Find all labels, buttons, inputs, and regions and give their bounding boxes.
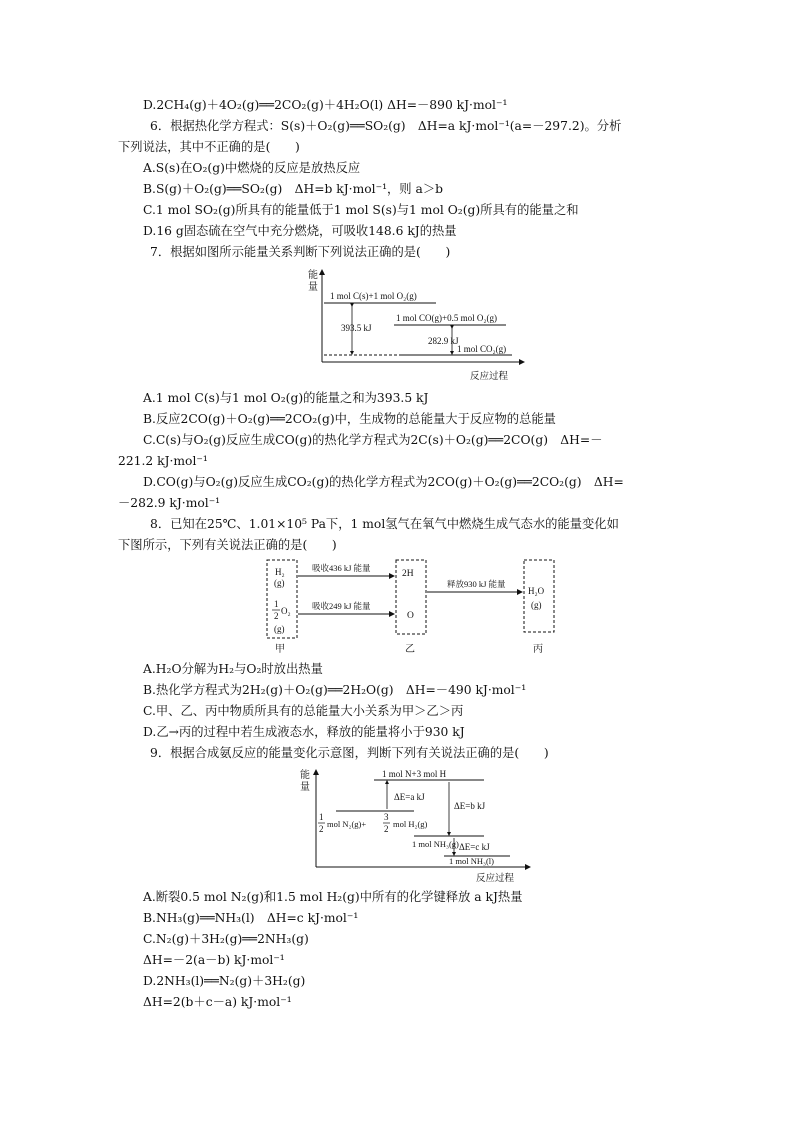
- box-jia-half-num: 1: [274, 599, 279, 609]
- energy-393-label: 393.5 kJ: [341, 323, 372, 333]
- half-num-1: 1: [319, 812, 324, 822]
- box-bing-g: (g): [531, 600, 542, 610]
- arrow-release-930-label: 释放930 kJ 能量: [447, 579, 506, 589]
- level-nh3-gas-label: 1 mol NH₃(g): [412, 839, 459, 849]
- q7-option-b: B.反应2CO(g)＋O₂(g)══2CO₂(g)中，生成物的总能量大于反应物的总能量: [143, 412, 556, 426]
- q8-option-a: A.H₂O分解为H₂与O₂时放出热量: [143, 662, 323, 676]
- q6-option-c: C.1 mol SO₂(g)所具有的能量低于1 mol S(s)与1 mol O₂(g)所具有的能量之和: [143, 203, 579, 217]
- half-den-1: 2: [319, 824, 324, 834]
- q9-option-d-dh: ΔH=2(b＋c－a) kJ·mol⁻¹: [143, 995, 292, 1009]
- box-yi-o: O: [407, 611, 414, 621]
- label-jia: 甲: [275, 644, 285, 655]
- figure-q9-ammonia-energy-diagram: [294, 764, 534, 884]
- y-axis-label-1: 能: [308, 270, 318, 281]
- q9-option-a: A.断裂0.5 mol N₂(g)和1.5 mol H₂(g)中所有的化学键释放 a kJ热量: [143, 890, 523, 904]
- figure-q7-energy-diagram: [300, 262, 530, 384]
- y-axis-label-1: 能: [300, 770, 310, 781]
- left-text-1: mol N₂(g)+: [327, 819, 367, 829]
- q8-option-c: C.甲、乙、丙中物质所具有的总能量大小关系为甲＞乙＞丙: [143, 704, 464, 718]
- q8-stem: 8．已知在25℃、1.01×10⁵ Pa下，1 mol氢气在氧气中燃烧生成气态水的能量变化如: [150, 517, 619, 531]
- q7-option-c-cont: 221.2 kJ·mol⁻¹: [118, 454, 208, 468]
- delta-b-label: ΔE=b kJ: [454, 801, 486, 811]
- q9-stem: 9．根据合成氨反应的能量变化示意图，判断下列有关说法正确的是( ): [150, 746, 549, 760]
- q6-option-b: B.S(g)＋O₂(g)══SO₂(g) ΔH=b kJ·mol⁻¹，则 a＞b: [143, 182, 444, 196]
- box-jia-o2: O₂: [281, 606, 291, 616]
- figure-q8-bond-energy-diagram: [262, 556, 562, 660]
- x-axis-label: 反应过程: [476, 874, 515, 884]
- q9-option-d: D.2NH₃(l)══N₂(g)＋3H₂(g): [143, 974, 306, 988]
- box-jia-g2: (g): [274, 624, 285, 634]
- y-axis-label-2: 量: [308, 282, 318, 293]
- energy-282-label: 282.9 kJ: [428, 336, 459, 346]
- box-yi-2h: 2H: [402, 569, 414, 579]
- level-top-label: 1 mol C(s)+1 mol O₂(g): [330, 291, 417, 301]
- box-jia-g1: (g): [274, 578, 285, 588]
- left-text-2: mol H₂(g): [393, 819, 428, 829]
- x-axis-label: 反应过程: [470, 372, 509, 382]
- q9-option-b: B.NH₃(g)══NH₃(l) ΔH=c kJ·mol⁻¹: [143, 911, 359, 925]
- q7-option-d: D.CO(g)与O₂(g)反应生成CO₂(g)的热化学方程式为2CO(g)＋O₂(g)══2CO₂(g) ΔH=: [143, 475, 624, 489]
- level-bottom-label: 1 mol CO₂(g): [457, 344, 507, 354]
- q6-stem: 6．根据热化学方程式：S(s)＋O₂(g)══SO₂(g) ΔH=a kJ·mol⁻¹(a=－297.2)。分析: [150, 119, 622, 133]
- q7-option-a: A.1 mol C(s)与1 mol O₂(g)的能量之和为393.5 kJ: [143, 391, 429, 405]
- box-bing: [524, 560, 554, 632]
- level-nh3-liquid-label: 1 mol NH₃(l): [449, 856, 494, 866]
- delta-a-label: ΔE=a kJ: [394, 792, 425, 802]
- box-bing-h2o: H₂O: [528, 586, 545, 596]
- q6-option-a: A.S(s)在O₂(g)中燃烧的反应是放热反应: [143, 161, 361, 175]
- label-bing: 丙: [533, 644, 543, 655]
- delta-c-label: ΔE=c kJ: [459, 842, 490, 852]
- y-axis-label-2: 量: [300, 782, 310, 793]
- arrow-absorb-249-label: 吸收249 kJ 能量: [312, 601, 371, 611]
- q7-stem: 7．根据如图所示能量关系判断下列说法正确的是( ): [150, 245, 451, 259]
- level-mid-label: 1 mol CO(g)+0.5 mol O₂(g): [396, 313, 497, 323]
- q9-option-c: C.N₂(g)＋3H₂(g)══2NH₃(g): [143, 932, 309, 946]
- q8-option-b: B.热化学方程式为2H₂(g)＋O₂(g)══2H₂O(g) ΔH=－490 kJ·mol⁻¹: [143, 683, 527, 697]
- half-den-2: 2: [384, 824, 389, 834]
- box-jia-h2: H₂: [275, 567, 285, 577]
- q6-stem-cont: 下列说法，其中不正确的是( ): [118, 140, 300, 154]
- q6-option-d: D.16 g固态硫在空气中充分燃烧，可吸收148.6 kJ的热量: [143, 224, 457, 238]
- q8-option-d: D.乙→丙的过程中若生成液态水，释放的能量将小于930 kJ: [143, 725, 465, 739]
- q7-option-d-cont: －282.9 kJ·mol⁻¹: [118, 496, 221, 510]
- q7-option-c: C.C(s)与O₂(g)反应生成CO(g)的热化学方程式为2C(s)＋O₂(g)══2CO(g) ΔH=－: [143, 433, 603, 447]
- label-yi: 乙: [405, 644, 415, 655]
- box-jia-half-den: 2: [274, 611, 279, 621]
- q5-option-d: D.2CH₄(g)＋4O₂(g)══2CO₂(g)＋4H₂O(l) ΔH=－890 kJ·mol⁻¹: [143, 98, 508, 112]
- half-num-2: 3: [384, 812, 389, 822]
- q8-stem-cont: 下图所示，下列有关说法正确的是( ): [118, 538, 337, 552]
- q9-option-c-dh: ΔH=－2(a－b) kJ·mol⁻¹: [143, 953, 285, 967]
- level-n-h-label: 1 mol N+3 mol H: [382, 769, 447, 779]
- arrow-absorb-436-label: 吸收436 kJ 能量: [312, 563, 371, 573]
